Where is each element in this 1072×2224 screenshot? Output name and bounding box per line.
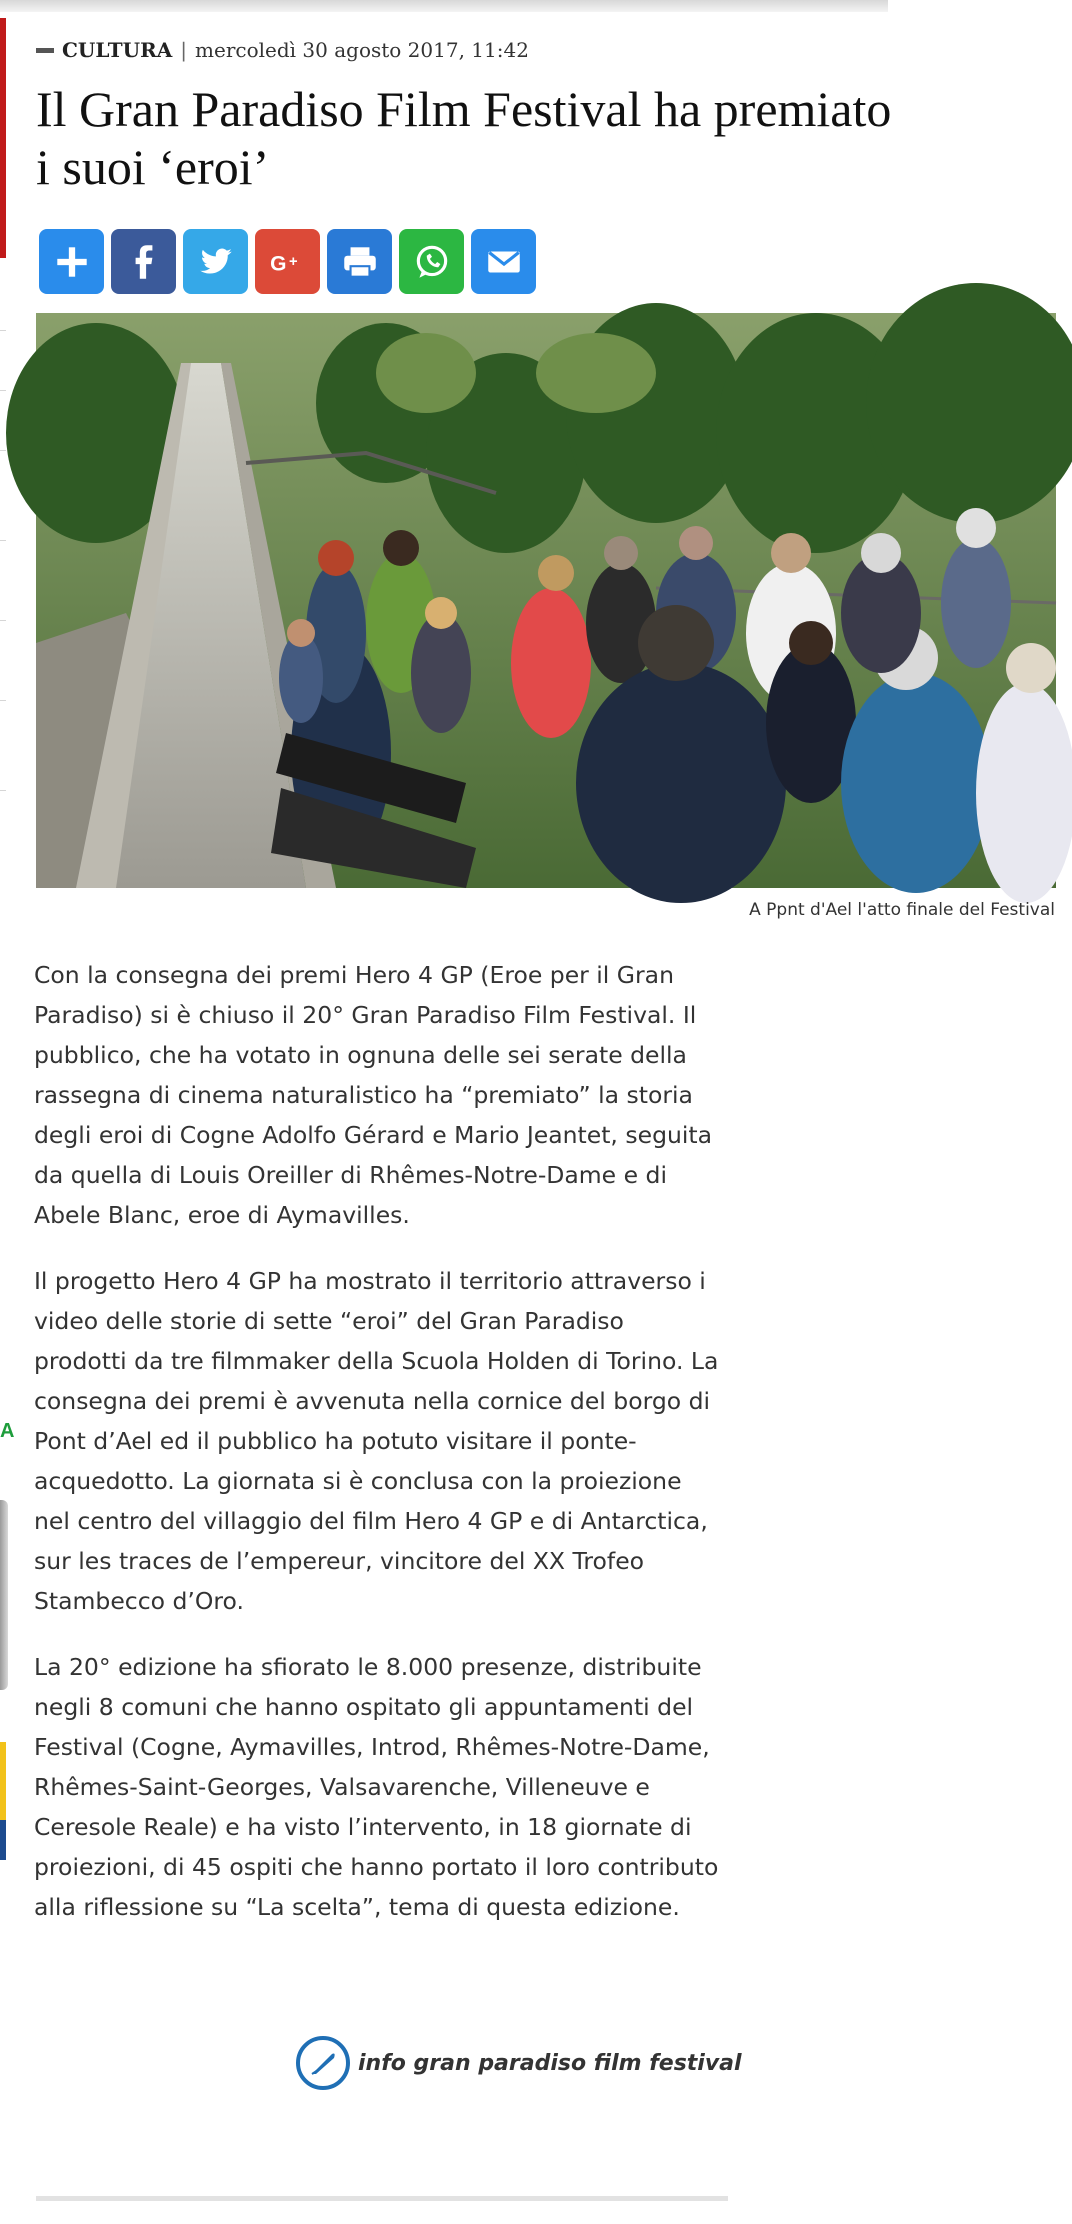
email-icon: [483, 241, 525, 283]
plus-icon: [51, 241, 93, 283]
left-divider: [0, 790, 6, 791]
left-cut-widget[interactable]: [0, 1500, 8, 1690]
left-accent-bar: [0, 18, 6, 258]
page-title: Il Gran Paradiso Film Festival ha premiato i suoi ‘eroi’: [36, 81, 892, 195]
share-more-button[interactable]: [39, 229, 104, 294]
left-divider: [0, 620, 6, 621]
left-cut-letter: A: [0, 1420, 15, 1442]
google-plus-icon: [267, 241, 309, 283]
pen-icon: [296, 2036, 350, 2090]
share-facebook-button[interactable]: [111, 229, 176, 294]
article-body: [34, 955, 724, 1953]
source-credit[interactable]: [296, 2036, 742, 2090]
publish-date: mercoledì 30 agosto 2017, 11:42: [195, 38, 529, 62]
left-cut-banner-bottom[interactable]: [0, 1820, 6, 1860]
meta-separator: |: [180, 38, 188, 62]
article-photo[interactable]: [36, 313, 1056, 888]
article-meta: [36, 38, 529, 62]
svg-text:+: +: [288, 253, 298, 270]
left-divider: [0, 390, 6, 391]
photo-caption: A Ppnt d'Ael l'atto finale del Festival: [749, 900, 1055, 920]
photo-illustration: [36, 313, 1056, 888]
left-divider: [0, 330, 6, 331]
article-paragraph: Il progetto Hero 4 GP ha mostrato il territorio attraverso i video delle storie di sette “eroi” del Gran Paradiso prodotti da tre filmmaker della Scuola Holden di Torino. La consegna dei premi è avvenuta nella cornice del borgo di Pont d’Ael ed il pubblico ha potuto visitare il ponte-acquedotto. La giornata si è conclusa con la proiezione nel centro del villaggio del film Hero 4 GP e di Antarctica, sur les traces de l’empereur, vincitore del XX Trofeo Stambecco d’Oro.: [34, 1267, 719, 1615]
svg-text:G: G: [269, 251, 286, 275]
share-twitter-button[interactable]: [183, 229, 248, 294]
left-cut-banner[interactable]: [0, 1742, 6, 1820]
share-bar: [39, 229, 536, 294]
bottom-divider: [36, 2196, 728, 2201]
facebook-icon: [123, 241, 165, 283]
left-divider: [0, 450, 6, 451]
left-divider: [0, 540, 6, 541]
article-paragraph: Con la consegna dei premi Hero 4 GP (Eroe per il Gran Paradiso) si è chiuso il 20° Gran Paradiso Film Festival. Il pubblico, che ha votato in ognuna delle sei serate della rassegna di cinema naturalistico ha “premiato” la storia degli eroi di Cogne Adolfo Gérard e Mario Jeantet, seguita da quella di Louis Oreiller di Rhêmes-Notre-Dame e di Abele Blanc, eroe di Aymavilles.: [34, 961, 713, 1229]
whatsapp-icon: [411, 241, 453, 283]
print-icon: [339, 241, 381, 283]
twitter-icon: [195, 241, 237, 283]
share-whatsapp-button[interactable]: [399, 229, 464, 294]
share-email-button[interactable]: [471, 229, 536, 294]
top-band: [0, 0, 888, 12]
print-button[interactable]: [327, 229, 392, 294]
source-label[interactable]: info gran paradiso film festival: [358, 2050, 742, 2076]
dash-icon: [36, 48, 54, 53]
section-label[interactable]: CULTURA: [62, 38, 173, 62]
article-paragraph: La 20° edizione ha sfiorato le 8.000 presenze, distribuite negli 8 comuni che hanno ospitato gli appuntamenti del Festival (Cogne, Aymavilles, Introd, Rhêmes-Notre-Dame, Rhêmes-Saint-Georges, Valsavarenche, Villeneuve e Ceresole Reale) e ha visto l’intervento, in 18 giornate di proiezioni, di 45 ospiti che hanno portato il loro contributo alla riflessione su “La scelta”, tema di questa edizione.: [34, 1653, 719, 1921]
share-google-plus-button[interactable]: [255, 229, 320, 294]
left-divider: [0, 700, 6, 701]
